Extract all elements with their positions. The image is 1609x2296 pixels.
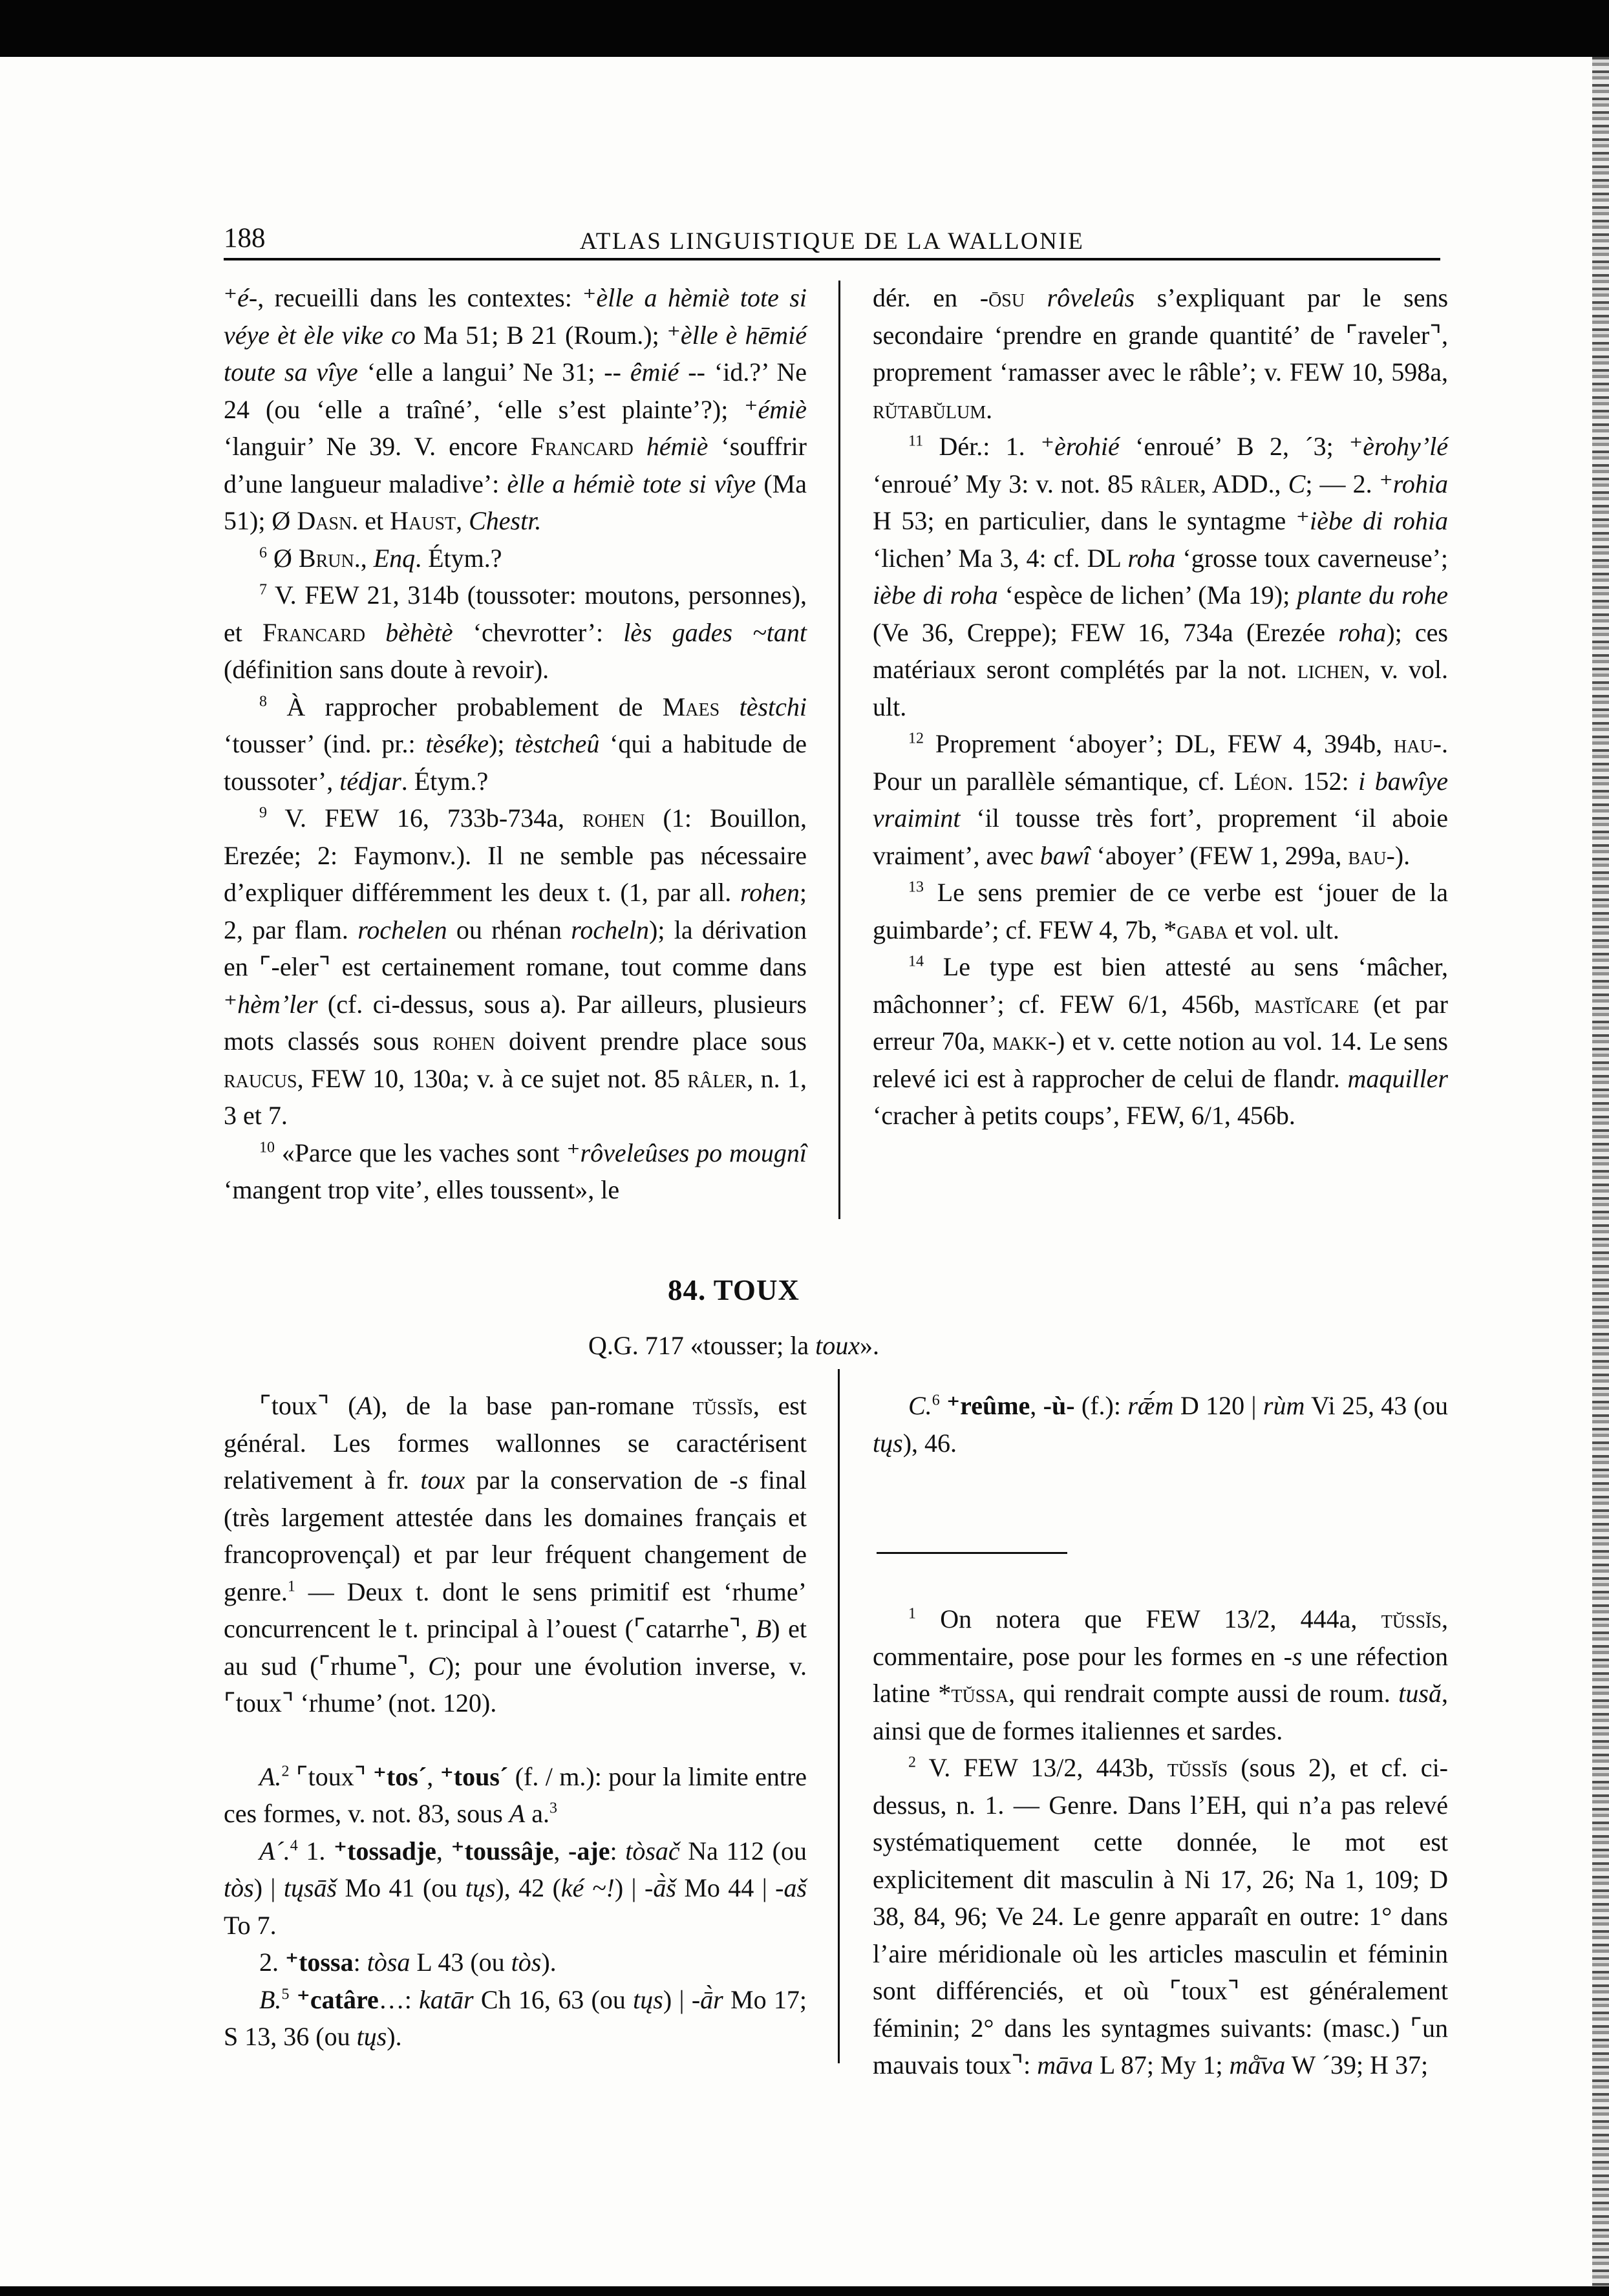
text-run: a. <box>525 1799 549 1828</box>
text-run: tųsāš <box>283 1873 337 1902</box>
text-run: -ù- <box>1043 1391 1075 1420</box>
text-run: ); pour une évolution inverse, v. ⌜toux⌝ ‘rhume’ (not. 120). <box>224 1651 807 1717</box>
entry-A-2 <box>224 1944 807 1981</box>
text-run: ōsu <box>988 283 1025 312</box>
text-run: ‘enroué’ B 2, ´3; <box>1119 432 1350 461</box>
column-divider-bottom <box>838 1369 840 2063</box>
text-run: ‘souffrir d’une langueur maladive’: <box>224 432 807 498</box>
text-run: (sous 2), et cf. ci-dessus, n. 1. — Genre. Dans l’EH, qui n’a pas relevé systématiquement cette donnée, le mot est explicitement dit masculin à Ni 17, 26; Na 1, 109; D 38, 84, 96; Ve 24. Le genre apparaît en outre: 1° dans l’aire méridionale où les articles masculin et féminin sont différenciés, et où ⌜toux⌝ est généralement féminin; 2° dans les syntagmes suivants: (masc.) ⌜un mauvais toux⌝: <box>873 1753 1448 2079</box>
text-run: ); la dérivation en ⌜-eler⌝ est certainement romane, tout comme dans <box>224 915 807 981</box>
text-run: i bawîye vraimint <box>873 766 1448 833</box>
entry-C-block <box>873 1387 1448 1462</box>
text-run: C <box>1288 469 1306 498</box>
text-run: ⌜toux⌝ <box>289 1761 373 1791</box>
text-run: 4 <box>290 1837 298 1855</box>
footnote-12 <box>873 725 1448 874</box>
text-run: …: <box>378 1984 420 2014</box>
footnote-7 <box>224 577 807 688</box>
text-run: Ø <box>267 543 299 573</box>
text-run: ; — 2. <box>1305 469 1380 498</box>
text-run: (Ma 51); Ø <box>224 469 807 535</box>
footnote-column-left <box>224 279 807 1209</box>
text-run: . Pour un parallèle sémantique, cf. <box>873 729 1448 796</box>
text-run: mastĭcare <box>1254 989 1359 1019</box>
text-run: 2 <box>281 1763 290 1780</box>
text-run: et <box>358 506 390 535</box>
text-run: Chestr. <box>469 506 542 535</box>
text-run: ⁺rôveleûses po mougnî <box>566 1138 807 1167</box>
text-run: Enq <box>373 543 416 573</box>
text-run: . Étym.? <box>401 766 489 796</box>
text-run: plante du rohe <box>1297 580 1448 610</box>
entry-C <box>873 1387 1448 1462</box>
footnote-10-continued <box>873 279 1448 428</box>
scan-artifact-top-band <box>0 0 1609 57</box>
text-run: ). <box>541 1948 557 1977</box>
text-run: Mo 17; S 13, 36 (ou <box>224 1984 807 2051</box>
text-run: makk- <box>992 1026 1057 1056</box>
text-run: ⁺èlle è hēmié toute sa vîye <box>224 320 807 387</box>
text-run: , <box>456 506 469 535</box>
text-run: tųs <box>465 1873 496 1902</box>
text-run: 14 <box>908 953 924 970</box>
text-run: A´. <box>259 1836 290 1865</box>
entry-B <box>224 1981 807 2056</box>
footnote-1 <box>873 1600 1448 1749</box>
text-run: tèséke <box>425 729 489 758</box>
entry-intro <box>224 1387 807 1722</box>
text-run: bau- <box>1348 840 1395 870</box>
text-run: ‘elle a langui’ Ne 31; -- <box>357 357 630 387</box>
text-run: 6 <box>932 1392 940 1409</box>
text-run: V. FEW 21, 314b (toussoter: moutons, personnes), et <box>224 580 807 647</box>
text-run: B. <box>259 1984 282 2014</box>
text-run: (et par erreur 70a, <box>873 989 1448 1056</box>
text-run: 9 <box>259 804 267 822</box>
text-run: ‘lichen’ Ma 3, 4: cf. DL <box>873 543 1128 573</box>
text-run: rǣ́m <box>1127 1391 1174 1420</box>
text-run: ‘mangent trop vite’, elles toussent», le <box>224 1175 620 1204</box>
footnote-14 <box>873 948 1448 1134</box>
section-title: 84. TOUX <box>668 1274 800 1306</box>
text-run: rohen <box>432 1026 495 1056</box>
text-run: -- ‘id.?’ Ne 24 (ou ‘elle a traîné’, ‘elle s’est plainte’?); <box>224 357 807 424</box>
text-run: må̄va <box>1229 2050 1286 2079</box>
text-run: À rapprocher probablement de <box>267 692 663 721</box>
text-run: 1 <box>908 1605 916 1622</box>
text-run: dér. en - <box>873 283 989 312</box>
text-run: ‘tousser’ (ind. pr.: <box>224 729 426 758</box>
text-run: rôveleûs <box>1047 283 1135 312</box>
text-run: ‘espèce de lichen’ (Ma 19); <box>997 580 1297 610</box>
text-run: roha <box>1338 617 1387 647</box>
text-run: doivent prendre place sous <box>495 1026 807 1056</box>
text-run: ⁺tossa <box>285 1948 354 1977</box>
entry-column-left <box>224 1387 807 2056</box>
text-run: B <box>755 1614 772 1643</box>
text-run: rùm <box>1263 1391 1305 1420</box>
text-run: rohen <box>582 803 645 833</box>
text-run: 5 <box>281 1986 290 2003</box>
text-run: ) et v. cette notion au vol. 14. Le sens relevé ici est à rapprocher de celui de flandr. <box>873 1026 1448 1093</box>
text-run: Haust <box>390 506 456 535</box>
text-run: Vi 25, 43 (ou <box>1305 1391 1448 1420</box>
text-run: ); <box>489 729 515 758</box>
text-run: , <box>427 1761 440 1791</box>
text-run: , ADD., <box>1200 469 1288 498</box>
text-run: ⁺èrohy’lé <box>1349 432 1448 461</box>
entry-column-right <box>873 1387 1448 2084</box>
scan-artifact-right-edge <box>1592 57 1609 2286</box>
text-run: ». <box>859 1331 879 1360</box>
text-run: D 120 | <box>1173 1391 1263 1420</box>
entry-A-prime <box>224 1833 807 1944</box>
text-run: ⁺èrohié <box>1040 432 1120 461</box>
text-run: ou rhénan <box>447 915 571 944</box>
section-subtitle <box>0 1330 1467 1361</box>
text-run: — Deux t. dont le sens primitif est ‘rhume’ concurrencent le t. principal à l’ouest (⌜catarrhe⌝, <box>224 1577 807 1643</box>
text-run: C. <box>908 1391 932 1420</box>
text-run: gaba <box>1177 915 1228 944</box>
text-run: (1: Bouillon, Erezée; 2: Faymonv.). Il ne semble pas nécessaire d’expliquer différemment les deux t. (1, par all. <box>224 803 807 907</box>
text-run: 6 <box>259 544 267 562</box>
text-run: . <box>986 394 993 424</box>
text-run: ) | <box>614 1873 645 1902</box>
text-run: W ´39; H 37; <box>1285 2050 1429 2079</box>
text-run: , n. 1, 3 et 7. <box>224 1063 807 1130</box>
footnote-5-continued <box>224 279 807 540</box>
text-run: roha <box>1127 543 1176 573</box>
text-run: , <box>436 1836 451 1865</box>
text-run: ⁺é- <box>224 283 258 312</box>
footnote-10 <box>224 1134 807 1209</box>
text-run: ) et au sud (⌜rhume⌝, <box>224 1614 807 1681</box>
text-run: Dasn. <box>297 506 359 535</box>
text-run: L 87; My 1; <box>1092 2050 1230 2079</box>
text-run: ‘languir’ Ne 39. V. encore <box>224 432 531 461</box>
text-run: ⁺émiè <box>744 394 807 424</box>
text-run: 152: <box>1293 766 1359 796</box>
text-run: tèstcheû <box>515 729 600 758</box>
text-run: par la conservation de <box>465 1465 730 1494</box>
text-run <box>719 692 739 721</box>
text-run: C <box>428 1651 445 1681</box>
text-run: tòs <box>511 1948 542 1977</box>
text-run: «Parce que les vaches sont <box>275 1138 567 1167</box>
text-run: ‘qui a habitude de toussoter’, <box>224 729 807 796</box>
text-run: râler <box>687 1063 747 1093</box>
footnote-separator-rule <box>877 1552 1067 1554</box>
text-run: hémiè <box>646 432 709 461</box>
text-run: tòsa <box>367 1948 410 1977</box>
text-run: toux <box>815 1331 860 1360</box>
text-run: ‘il tousse très fort’, proprement ‘il aboie vraiment’, avec <box>873 803 1448 870</box>
text-run: ⁺hèm’ler <box>224 989 318 1019</box>
footnote-9 <box>224 800 807 1134</box>
text-run: bèhètè <box>385 617 453 647</box>
text-run: rohen <box>740 878 800 907</box>
text-run: , FEW 10, 130a; v. à ce sujet not. 85 <box>297 1063 688 1093</box>
text-run: Léon. <box>1233 766 1294 796</box>
text-run: tŭssĭs <box>692 1391 753 1420</box>
text-run: -aš <box>775 1873 807 1902</box>
text-run: rŭtabŭlum <box>873 394 986 424</box>
text-run: maquiller <box>1347 1063 1448 1093</box>
text-run: ‘aboyer’ (FEW 1, 299a, <box>1090 840 1348 870</box>
text-run: Francard <box>262 617 366 647</box>
text-run: 8 <box>259 693 267 710</box>
text-run: On notera que FEW 13/2, 444a, <box>916 1604 1381 1633</box>
text-run <box>940 1391 946 1420</box>
text-run: rocheln <box>571 915 649 944</box>
text-run: Francard <box>530 432 634 461</box>
text-run: râler <box>1140 469 1200 498</box>
text-run: -s <box>729 1465 749 1494</box>
scan-artifact-bottom-band <box>0 2286 1609 2296</box>
text-run: 13 <box>908 878 924 896</box>
text-run: Ch 16, 63 (ou <box>473 1984 634 2014</box>
text-run: ⁺èlle a hèmiè tote si véye èt èle vike co <box>224 283 807 350</box>
text-run: ). <box>1394 840 1411 870</box>
text-run: A <box>356 1391 373 1420</box>
text-run: lichen <box>1297 655 1364 684</box>
text-run: : <box>610 1836 626 1865</box>
text-run: tųs <box>873 1428 903 1458</box>
text-run <box>365 618 385 647</box>
text-run: ⁺tossadje <box>334 1836 436 1865</box>
text-run: toux <box>420 1465 465 1494</box>
text-run: hau- <box>1394 729 1442 758</box>
text-run: 2 <box>908 1754 916 1771</box>
text-run: 10 <box>259 1139 275 1156</box>
text-run: Le sens premier de ce verbe est ‘jouer de la guimbarde’; cf. FEW 4, 7b, * <box>873 878 1448 944</box>
text-run: ‘enroué’ My 3: v. not. 85 <box>873 469 1141 498</box>
text-run <box>1025 283 1047 312</box>
text-run: -ā̀r <box>691 1984 723 2014</box>
text-run: ⁺tos´ <box>372 1761 427 1791</box>
text-run: Maes <box>662 692 720 721</box>
text-run: -s <box>1283 1641 1303 1671</box>
text-run: (Ve 36, Creppe); FEW 16, 734a (Erezée <box>873 617 1339 647</box>
text-run: (définition sans doute à revoir). <box>224 655 549 684</box>
text-run: êmié <box>630 357 679 387</box>
text-run: (f.): <box>1074 1391 1128 1420</box>
text-run: bawî <box>1039 840 1091 870</box>
text-run: ). <box>387 2022 402 2051</box>
text-run: A <box>509 1799 526 1828</box>
text-run: ⌜toux⌝ ( <box>259 1391 357 1420</box>
text-run: tŭssa <box>951 1679 1009 1708</box>
text-run: tèstchi <box>739 692 807 721</box>
text-run: V. FEW 16, 733b-734a, <box>267 803 583 833</box>
text-run: 7 <box>259 581 267 599</box>
text-run: , v. vol. ult. <box>873 655 1448 721</box>
text-run: ), de la base pan-romane <box>372 1391 693 1420</box>
text-run: final (très largement attestée dans les domaines français et francoprovençal) et par leur fréquent changement de genre. <box>224 1465 807 1606</box>
text-run: tŭssĭs <box>1167 1753 1228 1782</box>
text-run: Mo 41 (ou <box>337 1873 465 1902</box>
footnote-column-right <box>873 279 1448 1134</box>
text-run: s’expliquant par le sens secondaire ‘prendre en grande quantité’ de ⌜raveler⌝, proprement ‘ramasser avec le râble’; v. FEW 10, 598a, <box>873 283 1449 387</box>
text-run: katār <box>419 1984 474 2014</box>
text-run: et vol. ult. <box>1228 915 1339 944</box>
text-run: tųs <box>356 2022 387 2051</box>
text-run: ) | <box>663 1984 692 2014</box>
text-run: -aje <box>568 1836 610 1865</box>
text-run: èlle a hémiè tote si vîye <box>507 469 756 498</box>
running-title: ATLAS LINGUISTIQUE DE LA WALLONIE <box>579 228 1085 255</box>
text-run: , commentaire, pose pour les formes en <box>873 1604 1448 1671</box>
text-run: ⁺ièbe di rohia <box>1295 506 1449 535</box>
text-run: (cf. ci-dessus, sous a). Par ailleurs, plusieurs mots classés sous <box>224 989 807 1056</box>
text-run: ) | <box>253 1873 284 1902</box>
footnote-6 <box>224 540 807 577</box>
text-run: ⁺reûme <box>946 1391 1030 1420</box>
footnote-13 <box>873 874 1448 948</box>
text-run: , ainsi que de formes italiennes et sardes. <box>873 1679 1448 1745</box>
text-run: Q.G. 717 «tousser; la <box>588 1331 816 1360</box>
footnote-11 <box>873 428 1448 725</box>
text-run: tųs <box>633 1984 663 2014</box>
text-run: Proprement ‘aboyer’; DL, FEW 4, 394b, <box>924 729 1394 758</box>
text-run: ), 42 ( <box>495 1873 561 1902</box>
text-run: ⁺catâre <box>296 1984 379 2014</box>
text-run: A. <box>259 1761 282 1791</box>
text-run: (f. / m.): pour la limite entre ces formes, v. not. 83, sous <box>224 1761 807 1828</box>
text-run: , <box>553 1836 569 1865</box>
text-run: tòs <box>224 1873 254 1902</box>
text-run <box>289 1985 296 2014</box>
text-run: To 7. <box>224 1910 277 1940</box>
footnotes-block <box>873 1600 1448 2084</box>
header-rule <box>224 258 1440 260</box>
text-run: Dér.: 1. <box>923 432 1041 461</box>
text-run: Na 112 (ou <box>679 1836 807 1865</box>
text-run <box>634 432 646 461</box>
text-run: , <box>360 543 374 573</box>
text-run: māva <box>1037 2050 1093 2079</box>
text-run: H 53; en particulier, dans le syntagme <box>873 506 1296 535</box>
text-run: 2. <box>259 1948 285 1977</box>
page-number: 188 <box>224 223 266 253</box>
text-run: 3 <box>549 1800 557 1817</box>
text-run: Ma 51; B 21 (Roum.); <box>415 320 667 350</box>
text-run: ‘grosse toux caverneuse’; <box>1175 543 1449 573</box>
text-run: Brun. <box>298 543 361 573</box>
text-run: Mo 44 | <box>676 1873 776 1902</box>
footnote-8 <box>224 688 807 800</box>
text-run: , recueilli dans les contextes: <box>257 283 583 312</box>
text-run: tédjar <box>339 766 401 796</box>
column-divider-top <box>838 281 840 1219</box>
footnote-2 <box>873 1749 1448 2084</box>
text-run: -ā̀š <box>645 1873 676 1902</box>
text-run: ; 2, par flam. <box>224 878 807 944</box>
text-run: : <box>353 1948 367 1977</box>
text-run: , qui rendrait compte aussi de roum. <box>1008 1679 1399 1708</box>
text-run: ⁺toussâje <box>451 1836 554 1865</box>
text-run: ); ces matériaux seront complétés par la not. <box>873 617 1448 684</box>
text-run: Le type est bien attesté au sens ‘mâcher, mâchonner’; cf. FEW 6/1, 456b, <box>873 952 1448 1019</box>
text-run: V. FEW 13/2, 443b, <box>916 1753 1167 1782</box>
text-run: . Étym.? <box>415 543 502 573</box>
text-run: , <box>1030 1391 1043 1420</box>
text-run: 12 <box>908 730 924 747</box>
text-run: ièbe di roha <box>873 580 998 610</box>
text-run: ‘cracher à petits coups’, FEW, 6/1, 456b. <box>873 1101 1295 1130</box>
text-run: ⁺rohia <box>1379 469 1448 498</box>
text-run: raucus <box>224 1063 297 1093</box>
entry-A <box>224 1758 807 1833</box>
text-run: ‘chevrotter’: <box>453 617 624 647</box>
text-run: ké ~! <box>560 1873 615 1902</box>
text-run: 1. <box>297 1836 334 1865</box>
text-run: tusă <box>1398 1679 1442 1708</box>
text-run: tŭssĭs <box>1381 1604 1442 1633</box>
text-run: tòsač <box>625 1836 680 1865</box>
text-run: L 43 (ou <box>410 1948 511 1977</box>
text-run: lès gades ~tant <box>623 617 807 647</box>
text-run: ), 46. <box>902 1428 957 1458</box>
text-run: rochelen <box>357 915 447 944</box>
text-run: une réfection latine * <box>873 1641 1448 1708</box>
text-run: 1 <box>287 1578 295 1595</box>
text-run: ⁺tous´ <box>440 1761 509 1791</box>
text-run: , est général. Les formes wallonnes se caractérisent relativement à fr. <box>224 1391 807 1494</box>
text-run: 11 <box>908 432 924 450</box>
